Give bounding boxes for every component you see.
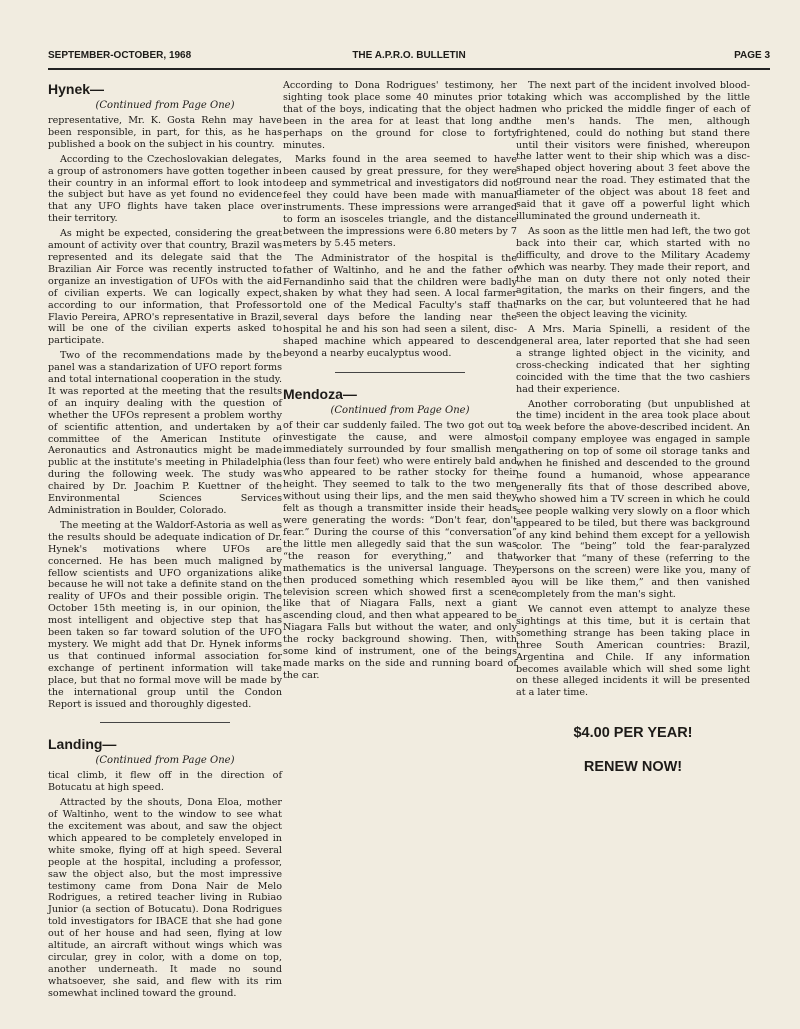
mendoza-continued-note: (Continued from Page One) xyxy=(330,404,470,416)
section-divider xyxy=(335,372,465,373)
subscription-price: $4.00 PER YEAR! xyxy=(573,725,693,742)
mendoza-paragraph: We cannot even attempt to analyze these sightings at this time, but it is certain that something strange has been taking place in three South American countries: Brazil, Argentina and Chile. If any information becomes available which will shed some light on these alleged incidents it will be presented at a later time. xyxy=(516,603,750,699)
landing-paragraph: Marks found in the area seemed to have been caused by great pressure, for they were deep and symmetrical and investigators did not feel they could have been made with manual instruments. These impressions were arranged to form an isosceles triangle, and the distance between the impressions were 6.80 meters by 7 meters by 5.45 meters. xyxy=(283,154,517,249)
mendoza-paragraph: As soon as the little men had left, the two got back into their car, which started with no difficulty, and drove to the Military Academy which was nearby. They made their report, and the man on duty there not only noted their agitation, the marks on their fingers, and the marks on the car, but volunteered that he had seen the object leaving the vicinity. xyxy=(516,225,750,321)
renew-callout: RENEW NOW! xyxy=(583,759,683,776)
mendoza-paragraph: Another corroborating (but unpublished at the time) incident in the area took place about a week before the above-described incident. An oil company employee was engaged in sample gathering on top of some oil storage tanks and when he finished and descended to the ground he found a humanoid, whose appearance generally fits that of those described above, who showed him a TV screen in which he could see people walking very slowly on a floor which appeared to be tiled, but there was background of any kind behind them except for a yellowish color. The “being” told the fear-paralyzed worker that “many of these (referring to the persons on the screen) were like you, many of you will be like them,” and then vanished completely from the man's sight. xyxy=(516,398,750,601)
page-header xyxy=(48,50,770,66)
landing-paragraph: tical climb, it flew off in the direction of Botucatu at high speed. xyxy=(48,770,282,794)
column-2 xyxy=(283,80,517,685)
mendoza-paragraph: The next part of the incident involved blood-taking which was accomplished by the little men who pricked the middle finger of each of the men's hands. The men, although frightened, could do nothing but stand there until their visitors were finished, whereupon the latter went to their ship which was a disc-shaped object hovering about 3 feet above the ground near the road. They estimated that the diameter of the object was about 18 feet and said that it gave off a powerful light which illuminated the ground underneath it. xyxy=(516,80,750,222)
header-rule xyxy=(48,68,770,70)
mendoza-paragraph: A Mrs. Maria Spinelli, a resident of the general area, later reported that she had seen a strange lighted object in the vicinity, and cross-checking indicated that her sighting coincided with the time that the two cashiers had their experience. xyxy=(516,324,750,395)
column-3 xyxy=(516,80,750,775)
mendoza-heading: Mendoza— xyxy=(283,385,357,402)
publication-title: THE A.P.R.O. BULLETIN xyxy=(352,50,466,61)
landing-heading: Landing— xyxy=(48,736,117,753)
landing-paragraph: The Administrator of the hospital is the father of Waltinho, and he and the father of Fernandinho said that the children were badly shaken by what they had seen. A local farmer told one of the Medical Faculty's staff that several days before the landing near the hospital he and his son had seen a silent, disc-shaped machine which appeared to descend beyond a nearby eucalyptus wood. xyxy=(283,252,517,359)
hynek-paragraph: The meeting at the Waldorf-Astoria as well as the results should be adequate indication of Dr. Hynek's motivations where UFOs are concerned. He has been much maligned by fellow scientists and UFO organizations alike because he will not take a definite stand on the reality of UFOs and their possible origin. The October 15th meeting is, in our opinion, the most intelligent and objective step that has been taken so far toward solution of the UFO mystery. We might add that Dr. Hynek informs us that continued informal association for exchange of pertinent information will take place, but that no formal move will be made by the international group until the Condon Report is issued and thoroughly digested. xyxy=(48,519,282,710)
landing-continued-note: (Continued from Page One) xyxy=(95,755,235,767)
column-1 xyxy=(48,80,282,1003)
hynek-continued-note: (Continued from Page One) xyxy=(95,100,235,111)
hynek-paragraph: According to the Czechoslovakian delegates, a group of astronomers have gotten together in their country in an informal effort to look into the subject but have as yet found no evidence that any UFO flights have taken place over their territory. xyxy=(48,153,282,225)
hynek-paragraph: Two of the recommendations made by the panel was a standarization of UFO report forms and total international cooperation in the study. It was reported at the meeting that the results of an inquiry dealing with the question of whether the UFOs represent a problem worthy of scientific attention, and undertaken by a committee of the American Institute of Aeronautics and Astronautics might be made public at the institute's meeting in Philadelphia during the following week. The study was chaired by Dr. Joachim P. Kuettner of the Environmental Sciences Services Administration in Boulder, Colorado. xyxy=(48,350,282,516)
hynek-paragraph: As might be expected, considering the great amount of activity over that country, Brazil was represented and its delegate said that the Brazilian Air Force was recently instructed to organize an investigation of UFOs with the aid of civilian experts. We can logically expect, according to our information, that Professor Flavio Pereira, APRO's representative in Brazil, will be one of the civilian experts asked to participate. xyxy=(48,228,282,347)
hynek-paragraph: representative, Mr. K. Gosta Rehn may have been responsible, in part, for this, as he has published a book on the subject in his country. xyxy=(48,115,282,150)
issue-date: SEPTEMBER-OCTOBER, 1968 xyxy=(48,50,192,61)
hynek-heading: Hynek— xyxy=(48,81,105,97)
landing-paragraph: According to Dona Rodrigues' testimony, her sighting took place some 40 minutes prior to that of the boys, indicating that the object had been in the area for at least that long and perhaps on the ground for close to forty minutes. xyxy=(283,80,517,151)
landing-paragraph: Attracted by the shouts, Dona Eloa, mother of Waltinho, went to the window to see what the excitement was about, and saw the object which appeared to be completely enveloped in white smoke, flying off at high speed. Several people at the hospital, including a professor, saw the object also, but the most impressive testimony came from Dona Nair de Melo Rodrigues, a retired teacher living in Rubiao Junior (a section of Botucatu). Dona Rodrigues told investigators for IBACE that she had gone out of her house and had seen, flying at low altitude, an aircraft without wings which was circular, grey in color, with a dome on top, another underneath. It made no sound whatsoever, she said, and flew with its rim somewhat inclined toward the ground. xyxy=(48,797,282,999)
mendoza-paragraph: of their car suddenly failed. The two got out to investigate the cause, and were almost immediately surrounded by four smallish men (less than four feet) who were entirely bald and who appeared to be rather stocky for their height. They seemed to talk to the two men without using their lips, and the men said they felt as though a transmitter inside their heads were generating the words: “Don't fear, don't fear.” During the course of this “conversation” the little men allegedly said that the sun was “the reason for everything,” and that mathematics is the universal language. They then produced something which resembled a television screen which showed first a scene like that of Niagara Falls, next a giant ascending cloud, and then what appeared to be Niagara Falls but without the water, and only the rocky background showing. Then, with some kind of instrument, one of the beings made marks on the side and running board of the car. xyxy=(283,419,517,681)
section-divider xyxy=(100,722,230,723)
page-number: PAGE 3 xyxy=(734,50,770,61)
